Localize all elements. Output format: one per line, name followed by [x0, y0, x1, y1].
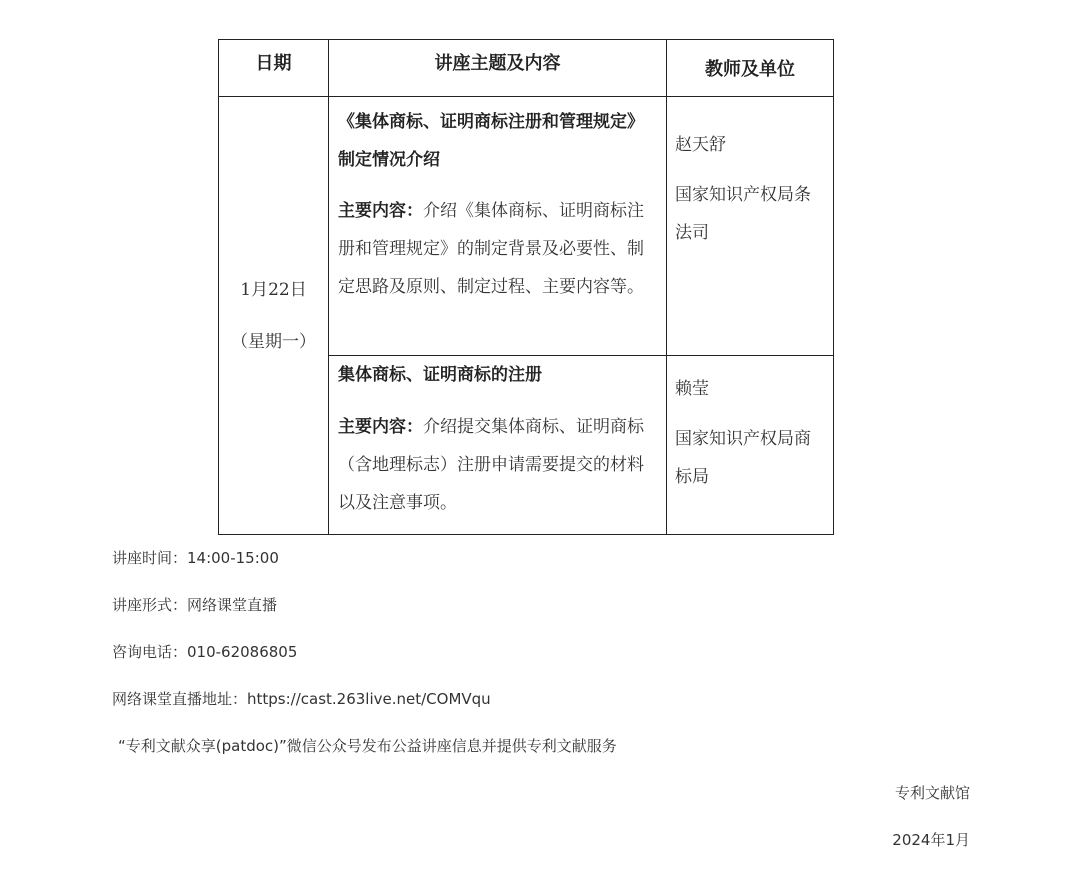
topic-content: 主要内容：介绍提交集体商标、证明商标（含地理标志）注册申请需要提交的材料以及注意事项。 [338, 417, 644, 513]
teacher-org: 国家知识产权局商标局 [675, 429, 811, 487]
topic-title: 《集体商标、证明商标注册和管理规定》制定情况介绍 [338, 112, 644, 170]
topic-cell [329, 97, 667, 356]
topic-content: 主要内容：介绍《集体商标、证明商标注册和管理规定》的制定背景及必要性、制定思路及原则、制定过程、主要内容等。 [338, 201, 644, 297]
topic-cell [329, 356, 667, 535]
signature-org: 专利文献馆 [894, 784, 970, 802]
lecture-format: 讲座形式：网络课堂直播 [112, 596, 278, 614]
content-label: 主要内容： [338, 201, 423, 221]
lecture-weekday: （星期一） [231, 331, 316, 352]
teacher-cell [667, 97, 834, 356]
table-row [219, 97, 834, 356]
teacher-name: 赵天舒 [675, 135, 726, 155]
header-teacher: 教师及单位 [667, 40, 834, 97]
topic-title: 集体商标、证明商标的注册 [338, 365, 542, 385]
header-date: 日期 [219, 40, 329, 97]
signature-date: 2024年1月 [892, 831, 970, 849]
lecture-time: 讲座时间：14:00-15:00 [112, 549, 279, 567]
live-url: 网络课堂直播地址：https://cast.263live.net/COMVqu [112, 690, 491, 708]
content-label: 主要内容： [338, 417, 423, 437]
table-header-row [219, 40, 834, 97]
teacher-name: 赖莹 [675, 379, 709, 399]
lecture-date: 1月22日 [240, 279, 307, 300]
lecture-schedule-table [218, 39, 834, 535]
header-topic: 讲座主题及内容 [329, 40, 667, 97]
wechat-notice: “专利文献众享(patdoc)”微信公众号发布公益讲座信息并提供专利文献服务 [118, 737, 617, 755]
teacher-org: 国家知识产权局条法司 [675, 185, 811, 243]
contact-phone: 咨询电话：010-62086805 [112, 643, 298, 661]
teacher-cell [667, 356, 834, 535]
lecture-date-cell [219, 97, 329, 535]
